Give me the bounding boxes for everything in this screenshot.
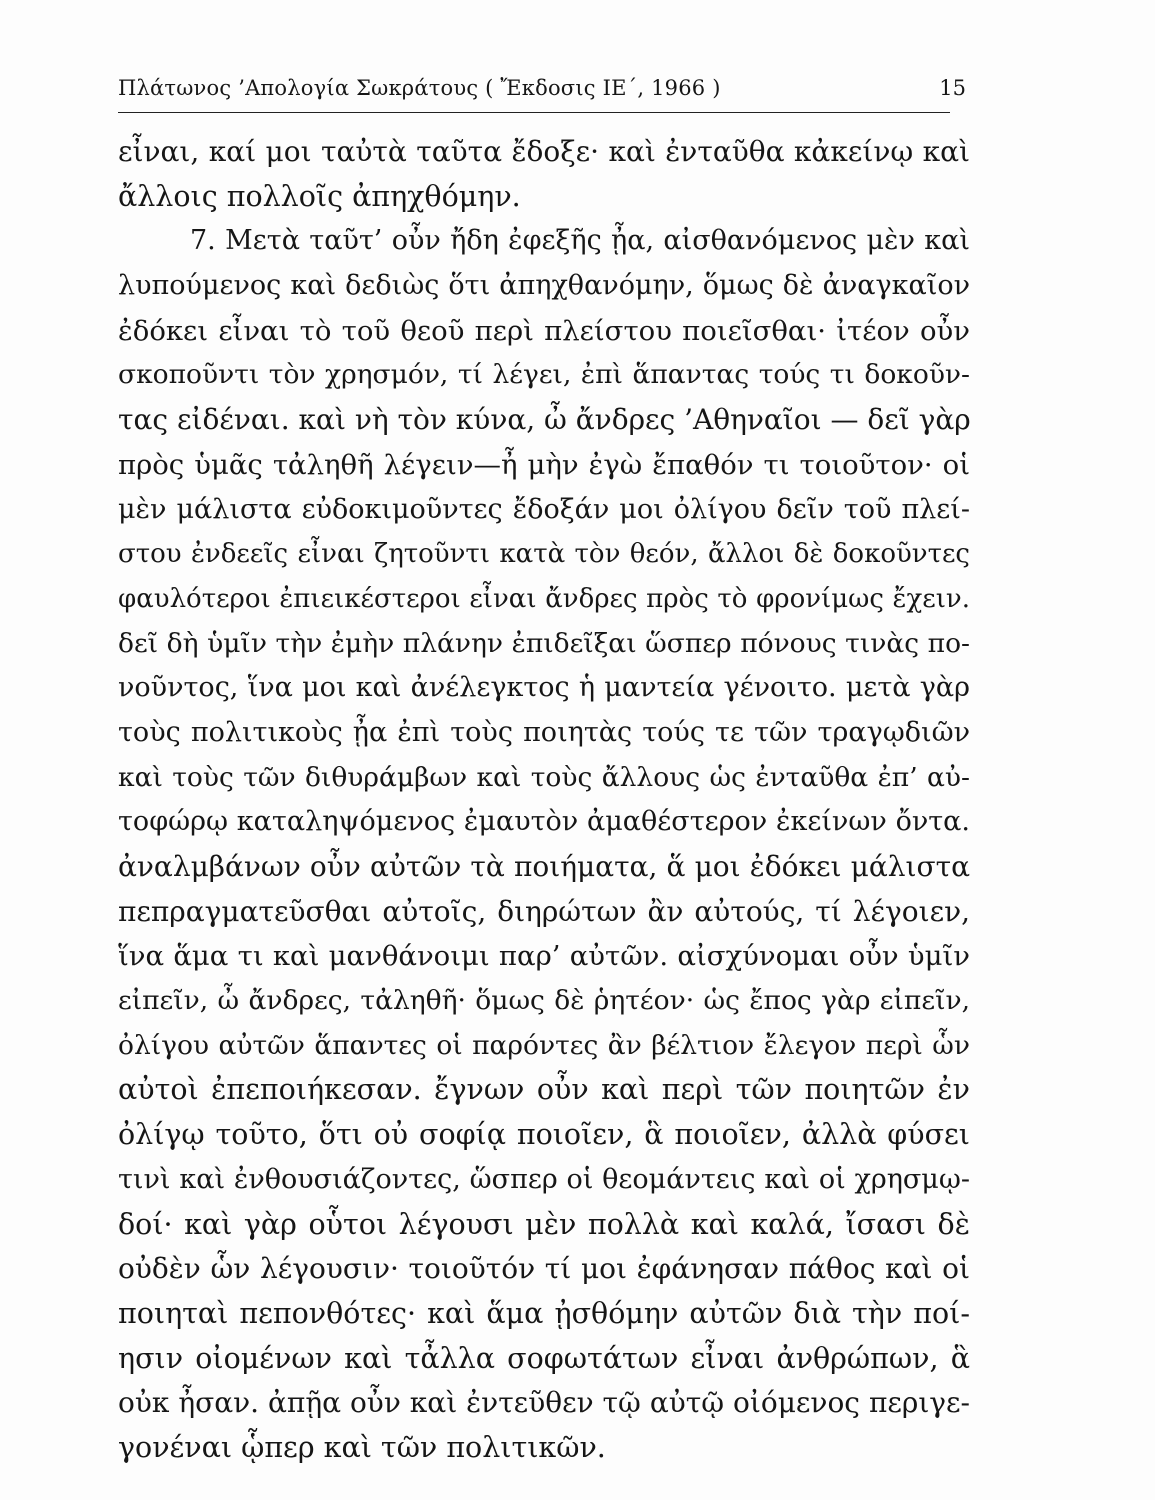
text-line: δοί· καὶ γὰρ οὗτοι λέγουσι μὲν πολλὰ καὶ καλά, ἴσασι δὲ xyxy=(118,1207,970,1241)
text-line: αὐτοὶ ἐπεποιήκεσαν. ἔγνων οὖν καὶ περὶ τῶν ποιητῶν ἐν xyxy=(118,1073,970,1107)
text-line: τας εἰδέναι. καὶ νὴ τὸν κύνα, ὦ ἄνδρες ’Αθηναῖοι — δεῖ γὰρ xyxy=(118,403,971,437)
text-line: πεπραγματεῦσθαι αὐτοῖς, διηρώτων ἂν αὐτούς, τί λέγοιεν, xyxy=(118,894,970,928)
text-line: εἰπεῖν, ὦ ἄνδρες, τἀληθῆ· ὅμως δὲ ῥητέον· ὡς ἔπος γὰρ εἰπεῖν, xyxy=(118,985,970,1017)
text-line: 7. Μετὰ ταῦτ’ οὖν ἤδη ἐφεξῆς ᾖα, αἰσθανόμενος μὲν καὶ xyxy=(190,225,970,257)
text-line: δεῖ δὴ ὑμῖν τὴν ἐμὴν πλάνην ἐπιδεῖξαι ὥσπερ πόνους τινὰς πο- xyxy=(118,627,970,659)
text-line: φαυλότεροι ἐπιεικέστεροι εἶναι ἄνδρες πρὸς τὸ φρονίμως ἔχειν. xyxy=(118,583,970,614)
text-line: οὐκ ἦσαν. ἀπῇα οὖν καὶ ἐντεῦθεν τῷ αὐτῷ οἰόμενος περιγε- xyxy=(118,1386,970,1420)
page-header xyxy=(118,76,966,116)
text-line: ησιν οἰομένων καὶ τἆλλα σοφωτάτων εἶναι ἀνθρώπων, ἃ xyxy=(118,1341,970,1375)
text-line: γονέναι ᾧπερ καὶ τῶν πολιτικῶν. xyxy=(118,1430,606,1464)
body-text xyxy=(118,130,970,1471)
text-line: τινὶ καὶ ἐνθουσιάζοντες, ὥσπερ οἱ θεομάντεις καὶ οἱ χρησμῳ- xyxy=(118,1163,970,1195)
text-line: ὀλίγῳ τοῦτο, ὅτι οὐ σοφίᾳ ποιοῖεν, ἃ ποιοῖεν, ἀλλὰ φύσει xyxy=(118,1118,970,1152)
text-line: εἶναι, καί μοι ταὐτὰ ταῦτα ἔδοξε· καὶ ἐνταῦθα κἀκείνῳ καὶ xyxy=(118,135,970,168)
text-line: ἐδόκει εἶναι τὸ τοῦ θεοῦ περὶ πλείστου ποιεῖσθαι· ἰτέον οὖν xyxy=(118,314,970,347)
text-line: ἵνα ἅμα τι καὶ μανθάνοιμι παρ’ αὐτῶν. αἰσχύνομαι οὖν ὑμῖν xyxy=(118,940,970,973)
text-line: ἄλλοις πολλοῖς ἀπηχθόμην. xyxy=(118,179,521,213)
text-line: ὀλίγου αὐτῶν ἅπαντες οἱ παρόντες ἂν βέλτιον ἔλεγον περὶ ὧν xyxy=(118,1029,970,1061)
text-line: οὐδὲν ὧν λέγουσιν· τοιοῦτόν τί μοι ἐφάνησαν πάθος καὶ οἱ xyxy=(118,1252,970,1286)
text-line: ἀναλμβάνων οὖν αὐτῶν τὰ ποιήματα, ἅ μοι ἐδόκει μάλιστα xyxy=(118,850,970,883)
text-line: καὶ τοὺς τῶν διθυράμβων καὶ τοὺς ἄλλους ὡς ἐνταῦθα ἐπ’ αὐ- xyxy=(118,761,970,793)
text-line: ποιηταὶ πεπονθότες· καὶ ἅμα ᾐσθόμην αὐτῶν διὰ τὴν ποί- xyxy=(118,1296,970,1330)
text-line: λυπούμενος καὶ δεδιὼς ὅτι ἀπηχθανόμην, ὅμως δὲ ἀναγκαῖον xyxy=(118,270,970,302)
text-line: τοὺς πολιτικοὺς ᾖα ἐπὶ τοὺς ποιητὰς τούς τε τῶν τραγῳδιῶν xyxy=(118,716,970,748)
text-line: σκοποῦντι τὸν χρησμόν, τί λέγει, ἐπὶ ἅπαντας τούς τι δοκοῦν- xyxy=(118,359,970,391)
page-number: 15 xyxy=(939,76,966,100)
text-line: τοφώρῳ καταληψόμενος ἐμαυτὸν ἀμαθέστερον ἐκείνων ὄντα. xyxy=(118,806,970,838)
running-title: Πλάτωνος ’Απολογία Σωκράτους ( Ἔκδοσις ΙΕ΄, 1966 ) xyxy=(118,76,721,100)
text-line: μὲν μάλιστα εὐδοκιμοῦντες ἔδοξάν μοι ὀλίγου δεῖν τοῦ πλεί- xyxy=(118,493,970,525)
header-rule xyxy=(118,112,950,113)
text-line: στου ἐνδεεῖς εἶναι ζητοῦντι κατὰ τὸν θεόν, ἄλλοι δὲ δοκοῦντες xyxy=(118,539,970,570)
text-line: νοῦντος, ἵνα μοι καὶ ἀνέλεγκτος ἡ μαντεία γένοιτο. μετὰ γὰρ xyxy=(118,672,970,704)
text-line: πρὸς ὑμᾶς τἀληθῆ λέγειν—ἦ μὴν ἐγὼ ἔπαθόν τι τοιοῦτον· οἱ xyxy=(118,448,970,481)
